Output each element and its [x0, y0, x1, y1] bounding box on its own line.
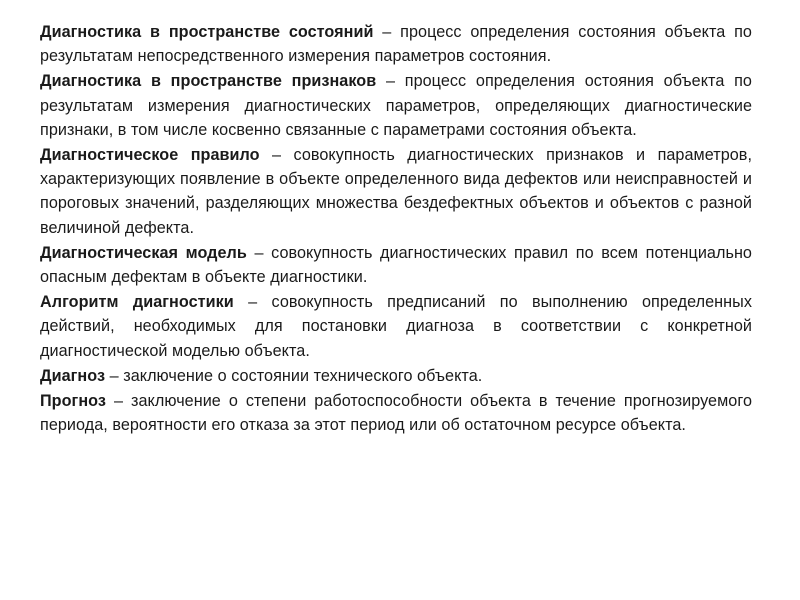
definition-diagnostic-model: [40, 241, 752, 289]
definition-state-space-diagnostics: [40, 20, 752, 68]
definition-text: – совокупность диагностических признаков и параметров, характеризующих появление в объекте определенного вида дефектов или неисправностей и пороговых значений, разделяющих множества бездефектных объектов и объектов с разной величиной дефекта.: [40, 146, 752, 237]
definition-text: – совокупность предписаний по выполнению определенных действий, необходимых для постановки диагноза в соответствии с конкретной диагностической моделью объекта.: [40, 293, 752, 360]
definition-text: – процесс определения остояния объекта по результатам измерения диагностических параметров, определяющих диагностические признаки, в том числе косвенно связанные с параметрами состояния объекта.: [40, 72, 752, 139]
definition-diagnostic-rule: [40, 143, 752, 240]
definition-prognosis: [40, 389, 752, 437]
definition-diagnosis: [40, 364, 752, 388]
definition-diagnostic-algorithm: [40, 290, 752, 363]
term: Прогноз: [40, 392, 107, 411]
term: Диагностика в пространстве состояний: [40, 23, 374, 41]
definition-text: – заключение о степени работоспособности объекта в течение прогнозируемого периода, вероятности его отказа за этот период или об остаточном ресурсе объекта.: [40, 392, 752, 435]
term: Диагностическое правило: [40, 146, 260, 165]
term: Диагностика в пространстве признаков: [40, 72, 377, 91]
term: Диагностическая модель: [40, 243, 247, 262]
definition-feature-space-diagnostics: [40, 69, 752, 142]
definition-text: – заключение о состоянии технического объекта.: [105, 366, 483, 385]
definition-text: – процесс определения состояния объекта по результатам непосредственного измерения параметров состояния.: [40, 23, 752, 66]
term: Диагноз: [40, 366, 106, 385]
term: Алгоритм диагностики: [40, 293, 234, 312]
definition-text: – совокупность диагностических правил по всем потенциально опасным дефектам в объекте диагностики.: [40, 243, 752, 287]
